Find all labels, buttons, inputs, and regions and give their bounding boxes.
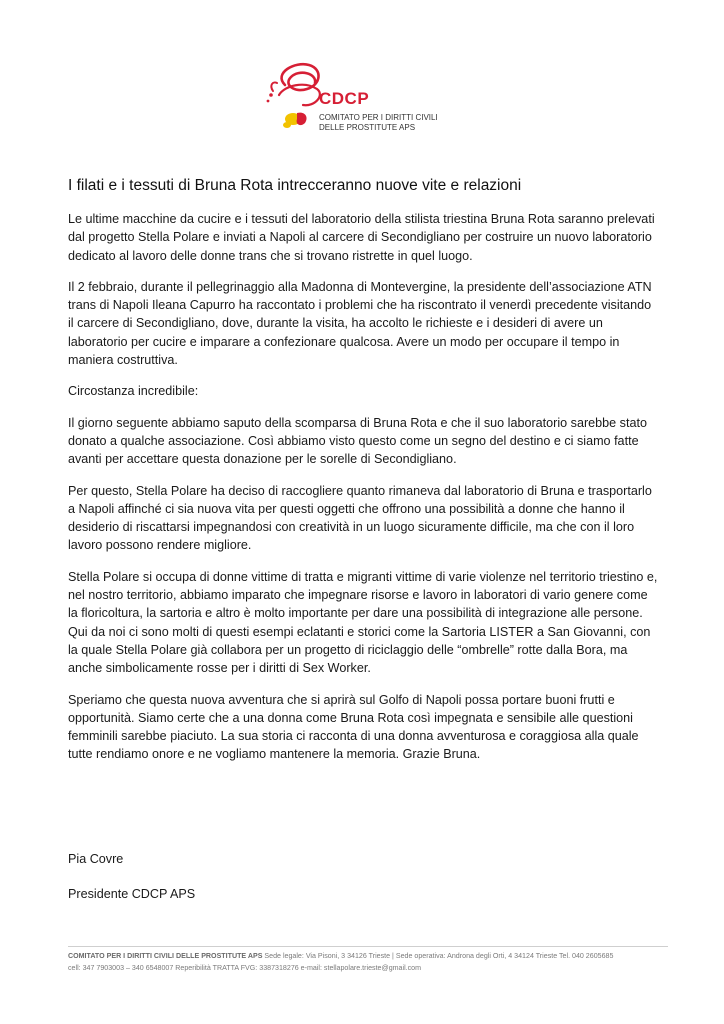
paragraph: Il 2 febbraio, durante il pellegrinaggio alla Madonna di Montevergine, la presidente dell’associazione ATN trans di Napoli Ileana Capurro ha raccontato i problemi che ha riscontrato il venerdì precedente visitando il carcere di Secondigliano, dove, durante la visita, ha accolto le richieste e i desideri di avere un laboratorio per cucire e imparare a confezionare qualcosa. Avere un modo per occupare il tempo in maniera costruttiva. (68, 279, 652, 368)
paragraph: Speriamo che questa nuova avventura che si aprirà sul Golfo di Napoli possa portare buoni frutti e opportunità. Siamo certe che a una donna come Bruna Rota così impegnata e sensibile alle questioni femminili sarebbe piaciuto. La sua storia ci racconta di una donna avventurosa e coraggiosa alla quale tutte rendiamo onore e ne vogliamo mantenere la memoria. Grazie Bruna. (68, 692, 639, 762)
logo-name-line-1: COMITATO PER I DIRITTI CIVILI (319, 113, 438, 122)
paragraph: Per questo, Stella Polare ha deciso di raccogliere quanto rimaneva dal laboratorio di Bruna e trasportarlo a Napoli affinché ci sia nuova vita per questi oggetti che offrono una possibilità a donne che hanno il desiderio di riscattarsi impegnandosi con creatività in un luogo sicuramente difficile, ma che con il loro lavoro possono rendere migliore. (68, 483, 652, 553)
logo-acronym: CDCP (319, 89, 370, 108)
footer-address: Sede legale: Via Pisoni, 3 34126 Trieste | Sede operativa: Androna degli Orti, 4 34124 Trieste Tel. 040 2605685 (262, 952, 614, 960)
paragraph: Le ultime macchine da cucire e i tessuti del laboratorio della stilista triestina Bruna Rota saranno prelevati dal progetto Stella Polare e inviati a Napoli al carcere di Secondigliano per costruire un nuovo laboratorio dedicato al lavoro delle donne trans che si trovano ristrette in quel luogo. (68, 212, 655, 263)
footer-contacts: cell: 347 7903003 – 340 6548007 Reperibilità TRATTA FVG: 3387318276 e-mail: stellapolare.trieste@gmail.com (68, 964, 422, 972)
signature-block (68, 850, 468, 903)
letter-body (68, 175, 658, 777)
signatory-name: Pia Covre (68, 852, 124, 866)
signatory-role: Presidente CDCP APS (68, 887, 196, 901)
paragraph: Stella Polare si occupa di donne vittime di tratta e migranti vittime di varie violenze nel territorio triestino e, nel nostro territorio, abbiamo imparato che impegnare risorse e lavoro in laboratori di vario genere come la floricoltura, la sartoria e altro è molto importante per dare una possibilità di integrazione alle persone. Qui da noi ci sono molti di questi esempi eclatanti e storici come la Sartoria LISTER a San Giovanni, con la quale Stella Polare già collabora per un progetto di riciclaggio delle “ombrelle” rotte dalla Bora, ma anche simbolicamente rosse per i diritti di Sex Worker. (68, 569, 658, 676)
document-title: I filati e i tessuti di Bruna Rota intrecceranno nuove vite e relazioni (68, 177, 522, 194)
paragraph: Circostanza incredibile: (68, 384, 199, 399)
logo-organization-name (319, 113, 438, 133)
cdcp-logo (265, 55, 465, 135)
footer-line-1 (68, 950, 668, 962)
logo-name-line-2: DELLE PROSTITUTE APS (319, 123, 416, 132)
footer-organization: COMITATO PER I DIRITTI CIVILI DELLE PROSTITUTE APS (68, 952, 263, 960)
paragraph: Il giorno seguente abbiamo saputo della scomparsa di Bruna Rota e che il suo laboratorio sarebbe stato donato a qualche associazione. Così abbiamo visto questo come un segno del destino e ci siamo fatte avanti per accettare questa donazione per le sorelle di Secondigliano. (68, 415, 647, 467)
letterhead-footer (68, 946, 668, 974)
